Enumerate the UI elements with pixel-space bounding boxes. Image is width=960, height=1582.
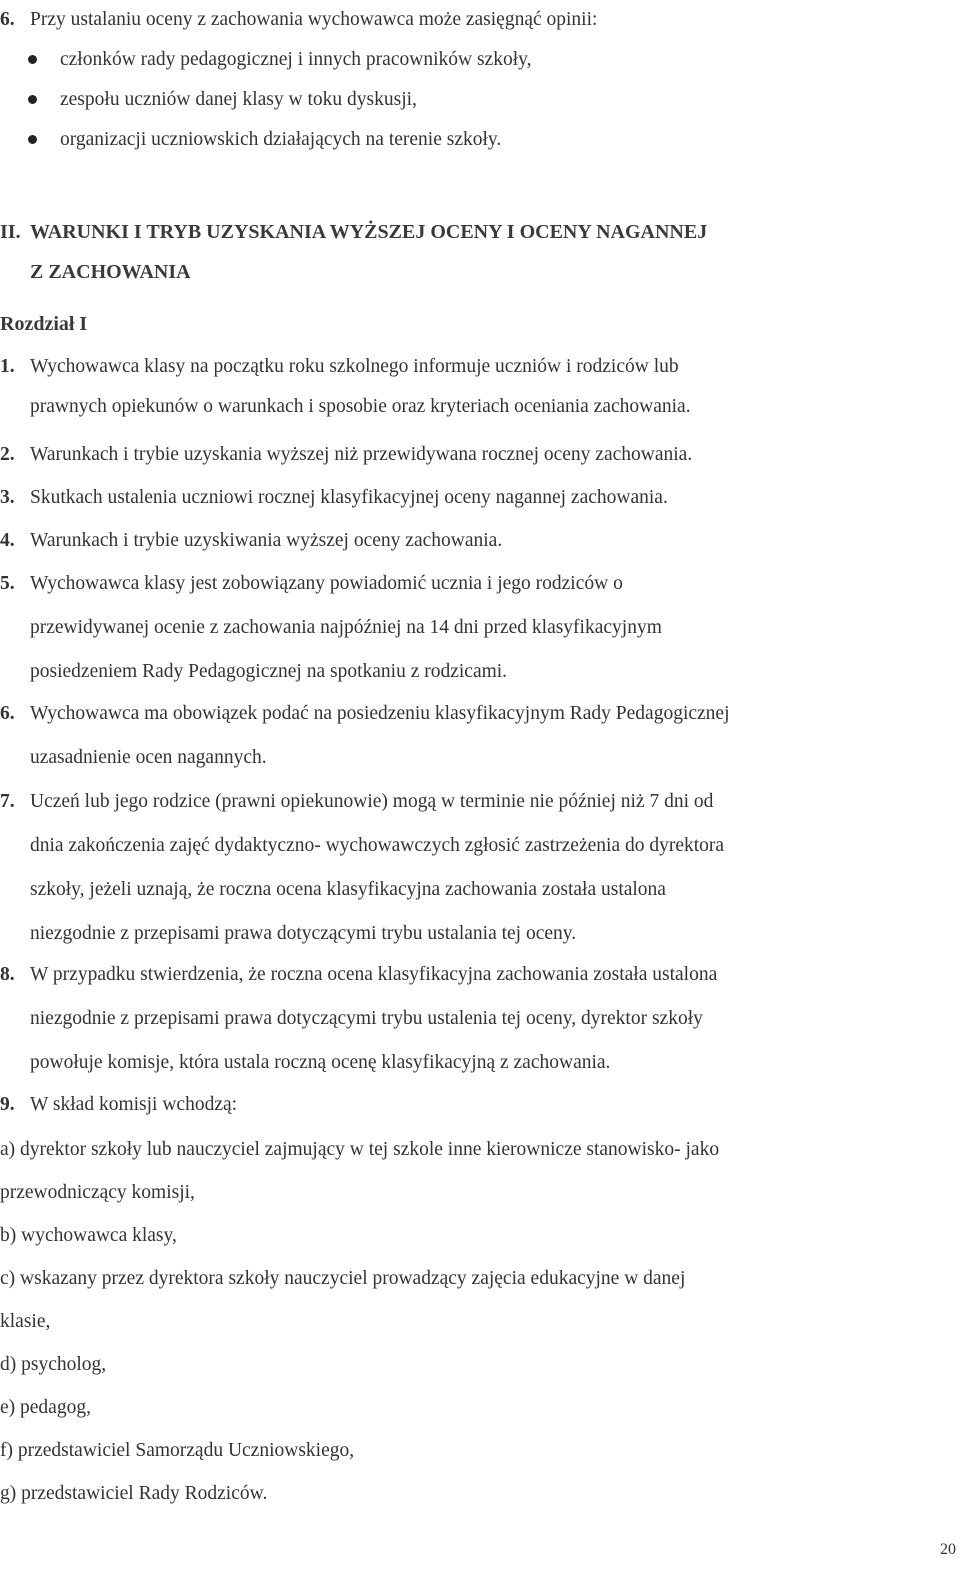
section-title-line-2: Z ZACHOWANIA [30,261,191,283]
committee-line: a) dyrektor szkoły lub nauczyciel zajmujący w tej szkole inne kierownicze stanowisko- jako [0,1139,720,1160]
item-text: Przy ustalaniu oceny z zachowania wychowawca może zasięgnąć opinii: [30,9,598,30]
numbered-item [0,564,950,692]
item-line: posiedzeniem Rady Pedagogicznej na spotkaniu z rodzicami. [30,661,508,682]
item-number: 5. [0,573,15,594]
item-line: Warunkach i trybie uzyskiwania wyższej oceny zachowania. [30,530,503,551]
item-number: 2. [0,444,15,465]
item-line: powołuje komisje, która ustala roczną ocenę klasyfikacyjną z zachowania. [30,1052,611,1073]
item-line: W przypadku stwierdzenia, że roczna ocena klasyfikacyjna zachowania została ustalona [30,964,718,985]
item-number: 8. [0,964,15,985]
item-line: niezgodnie z przepisami prawa dotyczącymi trybu ustalenia tej oceny, dyrektor szkoły [30,1008,703,1029]
numbered-item [0,478,950,518]
numbered-item [0,955,950,1083]
section-number: II. [0,221,21,243]
committee-line: klasie, [0,1311,51,1332]
numbered-item [0,435,950,475]
bullet-text: organizacji uczniowskich działających na terenie szkoły. [60,129,502,150]
committee-line: b) wychowawca klasy, [0,1225,177,1246]
item-line: W skład komisji wchodzą: [30,1094,238,1115]
numbered-item [0,694,950,778]
bullet-icon [28,55,37,64]
page-number: 20 [940,1541,956,1558]
chapter-title: Rozdział I [0,313,88,335]
item-line: Wychowawca klasy na początku roku szkolnego informuje uczniów i rodziców lub [30,356,679,377]
item-number: 3. [0,487,15,508]
item-line: niezgodnie z przepisami prawa dotyczącymi trybu ustalania tej oceny. [30,923,577,944]
committee-line: e) pedagog, [0,1397,91,1418]
item-number: 7. [0,791,15,812]
item-number: 6. [0,703,15,724]
committee-line: przewodniczący komisji, [0,1182,195,1203]
item-number: 6. [0,9,15,30]
bullet-icon [28,135,37,144]
numbered-item [0,521,950,561]
numbered-item [0,347,950,427]
bullet-item [28,120,948,160]
item-line: przewidywanej ocenie z zachowania najpóźniej na 14 dni przed klasyfikacyjnym [30,617,662,638]
numbered-item-6-intro [0,0,950,40]
bullet-list [28,40,948,160]
item-number: 4. [0,530,15,551]
numbered-item [0,782,950,954]
section-title-line-1: WARUNKI I TRYB UZYSKANIA WYŻSZEJ OCENY I OCENY NAGANNEJ [30,221,708,243]
committee-line: c) wskazany przez dyrektora szkoły nauczyciel prowadzący zajęcia edukacyjne w danej [0,1268,686,1289]
numbered-item [0,1085,950,1125]
committee-line: d) psycholog, [0,1354,107,1375]
committee-line: g) przedstawiciel Rady Rodziców. [0,1483,268,1504]
bullet-text: członków rady pedagogicznej i innych pracowników szkoły, [60,49,532,70]
committee-line: f) przedstawiciel Samorządu Uczniowskiego, [0,1440,355,1461]
item-line: Uczeń lub jego rodzice (prawni opiekunowie) mogą w terminie nie później niż 7 dni od [30,791,714,812]
item-line: Wychowawca ma obowiązek podać na posiedzeniu klasyfikacyjnym Rady Pedagogicznej [30,703,730,724]
item-line: uzasadnienie ocen nagannych. [30,747,267,768]
bullet-item [28,40,948,80]
item-line: Warunkach i trybie uzyskania wyższej niż przewidywana rocznej oceny zachowania. [30,444,693,465]
chapter-heading [0,304,950,344]
item-line: Skutkach ustalenia uczniowi rocznej klasyfikacyjnej oceny nagannej zachowania. [30,487,668,508]
bullet-icon [28,95,37,104]
item-line: szkoły, jeżeli uznają, że roczna ocena klasyfikacyjna zachowania została ustalona [30,879,666,900]
bullet-item [28,80,948,120]
item-line: dnia zakończenia zajęć dydaktyczno- wychowawczych zgłosić zastrzeżenia do dyrektora [30,835,725,856]
bullet-text: zespołu uczniów danej klasy w toku dyskusji, [60,89,417,110]
item-line: prawnych opiekunów o warunkach i sposobie oraz kryteriach oceniania zachowania. [30,396,691,417]
item-number: 9. [0,1094,15,1115]
item-line: Wychowawca klasy jest zobowiązany powiadomić ucznia i jego rodziców o [30,573,623,594]
item-number: 1. [0,356,15,377]
section-heading [0,212,950,292]
